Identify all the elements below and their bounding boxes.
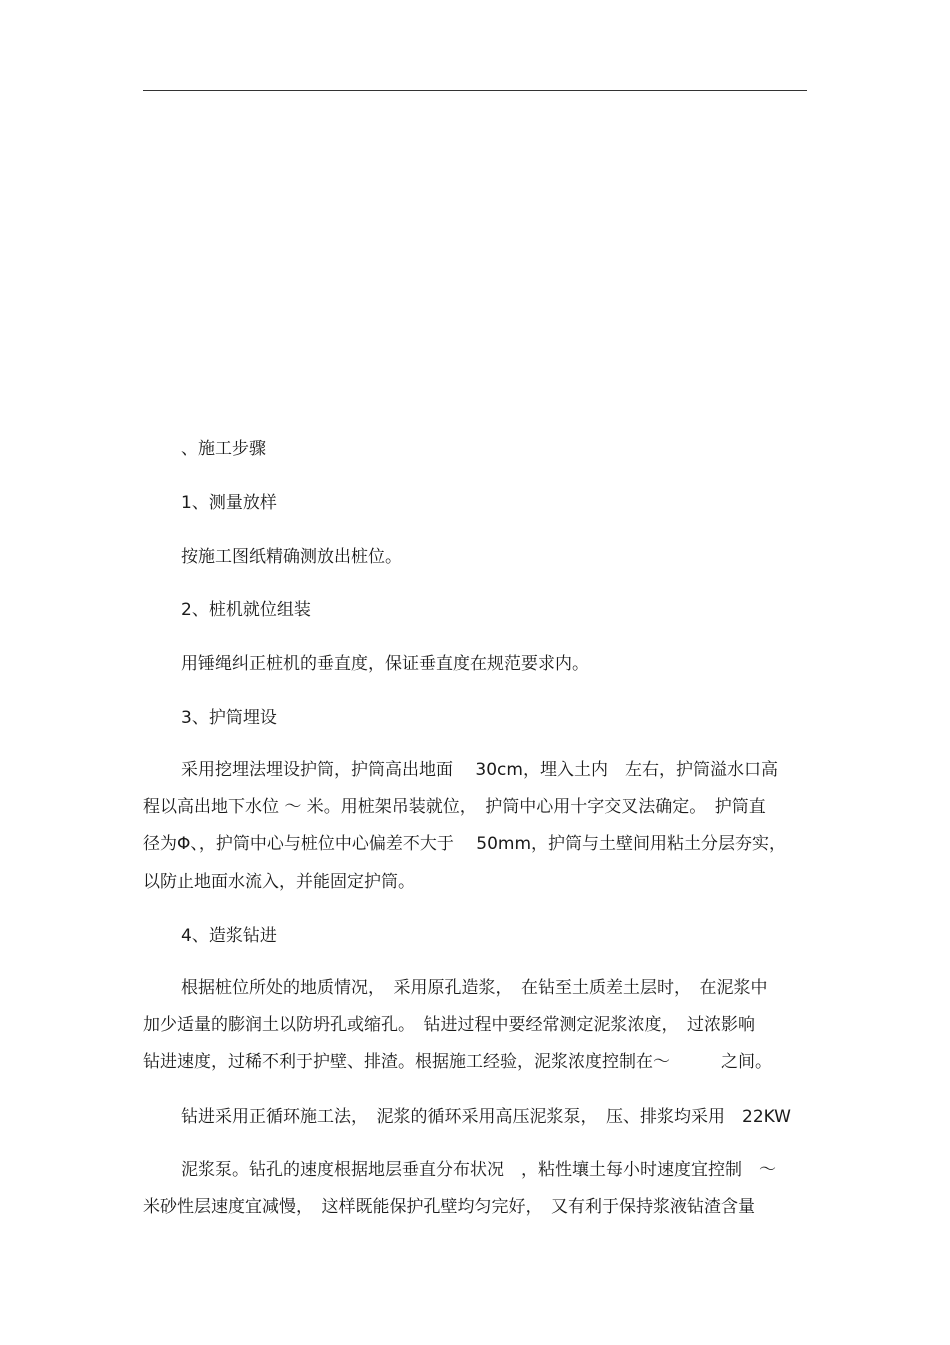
step-heading-4: 4、造浆钻进 — [181, 926, 277, 946]
step-heading-3: 3、护筒埋设 — [181, 708, 277, 728]
section-title: 、施工步骤 — [181, 439, 266, 459]
step-4-text-line-1: 根据桩位所处的地质情况， 采用原孔造浆， 在钻至土质差土层时， 在泥浆中 — [181, 978, 768, 998]
step-4-text-line-3: 钻进速度，过稀不利于护壁、排渣。根据施工经验，泥浆浓度控制在～ 之间。 — [143, 1052, 772, 1072]
step-4-text-line-4: 钻进采用正循环施工法， 泥浆的循环采用高压泥浆泵， 压、排浆均采用 22KW — [181, 1107, 791, 1127]
step-4-text-line-2: 加少适量的膨润土以防坍孔或缩孔。 钻进过程中要经常测定泥浆浓度， 过浓影响 — [143, 1015, 755, 1035]
step-3-text-line-1: 采用挖埋法埋设护筒，护筒高出地面 30cm，埋入土内 左右，护筒溢水口高 — [181, 760, 778, 780]
step-heading-1: 1、测量放样 — [181, 493, 277, 513]
step-3-text-line-2: 程以高出地下水位 ～ 米。用桩架吊装就位， 护筒中心用十字交叉法确定。 护筒直 — [143, 797, 766, 817]
step-4-text-line-6: 米砂性层速度宜减慢， 这样既能保护孔壁均匀完好， 又有利于保持浆液钻渣含量 — [143, 1197, 755, 1217]
step-1-text-line-1: 按施工图纸精确测放出桩位。 — [181, 547, 402, 567]
step-3-text-line-4: 以防止地面水流入，并能固定护筒。 — [143, 872, 415, 892]
step-4-text-line-5: 泥浆泵。钻孔的速度根据地层垂直分布状况 ，粘性壤土每小时速度宜控制 ～ — [181, 1160, 776, 1180]
step-3-text-line-3: 径为Φ、，护筒中心与桩位中心偏差不大于 50mm，护筒与土壁间用粘土分层夯实， — [143, 834, 787, 854]
step-2-text-line-1: 用锤绳纠正桩机的垂直度，保证垂直度在规范要求内。 — [181, 654, 589, 674]
header-rule — [143, 90, 807, 91]
step-heading-2: 2、桩机就位组装 — [181, 600, 311, 620]
